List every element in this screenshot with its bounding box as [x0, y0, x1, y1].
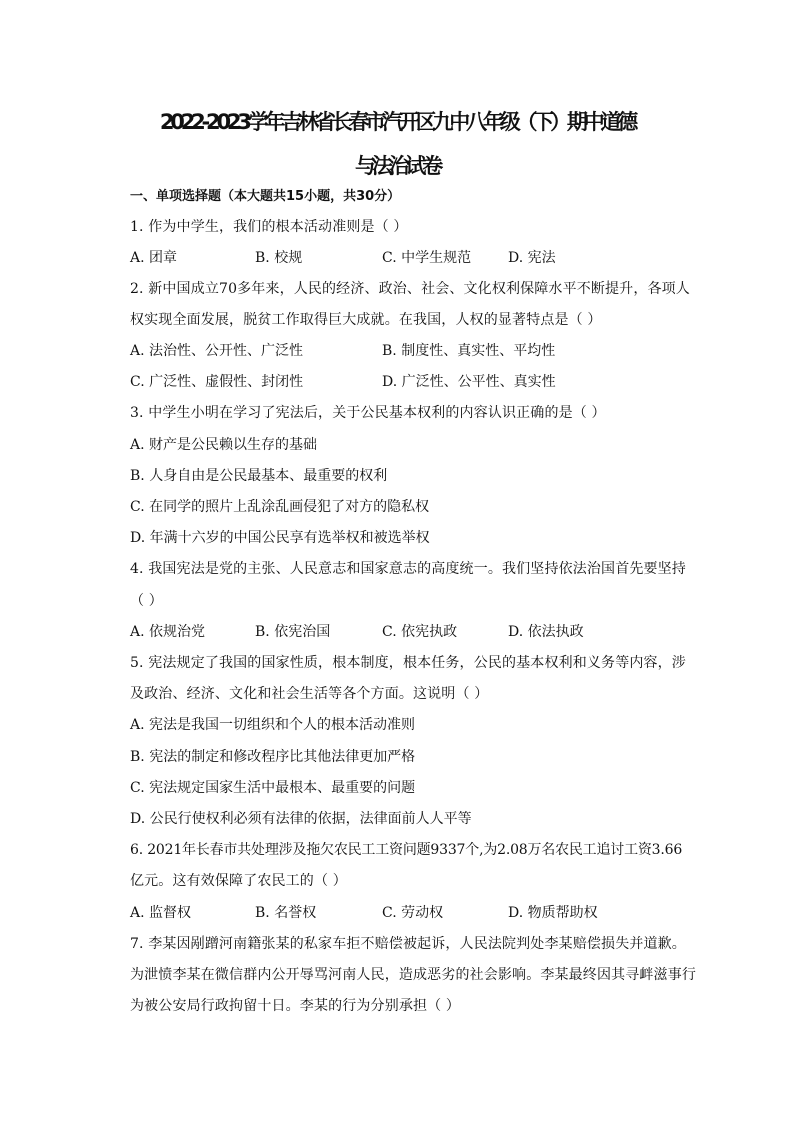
option-c: C. 宪法规定国家生活中最根本、最重要的问题 — [130, 780, 416, 796]
question-stem-line: 亿元。这有效保障了农民工的（ ） — [130, 873, 347, 889]
title-line-2: 与法治试卷 — [355, 154, 439, 178]
option-d: D. 广泛性、公平性、真实性 — [382, 374, 556, 390]
option-b: B. 依宪治国 — [255, 624, 331, 640]
option-b: B. 人身自由是公民最基本、最重要的权利 — [130, 468, 388, 484]
option-a: A. 团章 — [130, 250, 178, 266]
option-b: B. 校规 — [255, 250, 303, 266]
question-stem-line: 1. 作为中学生，我们的根本活动准则是（ ） — [130, 219, 408, 235]
question-stem-line: 权实现全面发展，脱贫工作取得巨大成就。在我国，人权的显著特点是（ ） — [130, 312, 602, 328]
option-c: C. 依宪执政 — [382, 624, 458, 640]
option-b: B. 制度性、真实性、平均性 — [382, 343, 556, 359]
option-a: A. 依规治党 — [130, 624, 206, 640]
question-stem-line: 4. 我国宪法是党的主张、人民意志和国家意志的高度统一。我们坚持依法治国首先要坚持 — [130, 561, 686, 577]
option-a: A. 财产是公民赖以生存的基础 — [130, 437, 318, 453]
section-heading: 一、单项选择题（本大题共15小题，共30分） — [130, 189, 401, 204]
question-stem-line: （ ） — [130, 593, 163, 609]
option-d: D. 宪法 — [508, 250, 556, 266]
option-c: C. 中学生规范 — [382, 250, 472, 266]
option-d: D. 年满十六岁的中国公民享有选举权和被选举权 — [130, 530, 430, 546]
option-c: C. 劳动权 — [382, 905, 444, 921]
option-a: A. 宪法是我国一切组织和个人的根本活动准则 — [130, 717, 416, 733]
option-a: A. 法治性、公开性、广泛性 — [130, 343, 304, 359]
option-d: D. 公民行使权利必须有法律的依据，法律面前人人平等 — [130, 811, 472, 827]
question-stem-line: 5. 宪法规定了我国的国家性质，根本制度，根本任务，公民的基本权利和义务等内容，涉 — [130, 655, 686, 671]
question-stem-line: 3. 中学生小明在学习了宪法后，关于公民基本权利的内容认识正确的是（ ） — [130, 405, 606, 421]
question-stem-line: 为被公安局行政拘留十日。李某的行为分别承担（ ） — [130, 998, 461, 1014]
question-stem-line: 7. 李某因剐蹭河南籍张某的私家车拒不赔偿被起诉，人民法院判处李某赔偿损失并道歉。 — [130, 936, 686, 952]
question-stem-line: 为泄愤李某在微信群内公开辱骂河南人民，造成恶劣的社会影响。李某最终因其寻衅滋事行 — [130, 967, 696, 983]
option-d: D. 依法执政 — [508, 624, 584, 640]
option-c: C. 在同学的照片上乱涂乱画侵犯了对方的隐私权 — [130, 499, 430, 515]
option-a: A. 监督权 — [130, 905, 192, 921]
title-line-1: 2022-2023学年吉林省长春市汽开区九中八年级（下）期中道德 — [159, 110, 635, 134]
question-stem-line: 2. 新中国成立70多年来，人民的经济、政治、社会、文化权利保障水平不断提升，各项人 — [130, 281, 690, 297]
option-d: D. 物质帮助权 — [508, 905, 598, 921]
option-b: B. 名誉权 — [255, 905, 317, 921]
question-stem-line: 6. 2021年长春市共处理涉及拖欠农民工工资问题9337个,为2.08万名农民工追讨工资3.66 — [130, 842, 683, 858]
option-b: B. 宪法的制定和修改程序比其他法律更加严格 — [130, 749, 416, 765]
question-stem-line: 及政治、经济、文化和社会生活等各个方面。这说明（ ） — [130, 686, 489, 702]
option-c: C. 广泛性、虚假性、封闭性 — [130, 374, 304, 390]
